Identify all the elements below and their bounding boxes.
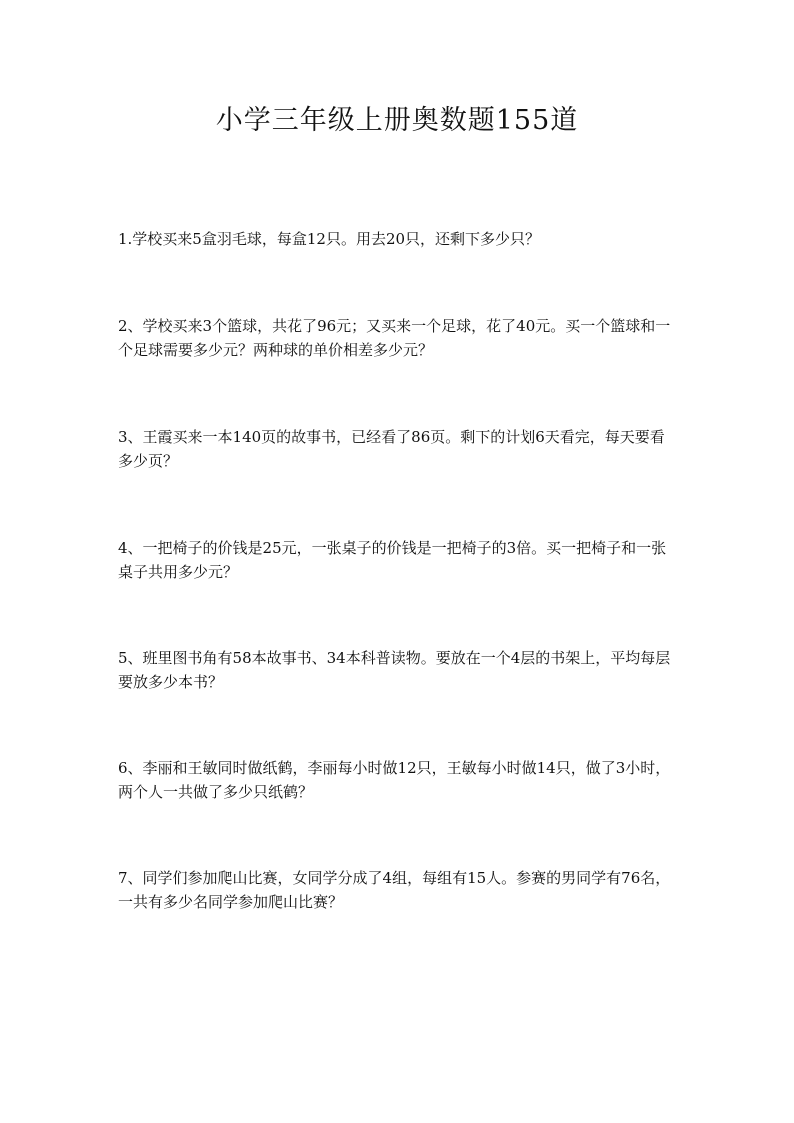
question-5: 5、班里图书角有58本故事书、34本科普读物。要放在一个4层的书架上，平均每层要放多少本书？ [118, 649, 671, 691]
question-3: 3、王霞买来一本140页的故事书，已经看了86页。剩下的计划6天看完，每天要看多少页？ [118, 428, 665, 470]
question-2: 2、学校买来3个篮球，共花了96元；又买来一个足球，花了40元。买一个篮球和一个足球需要多少元？两种球的单价相差多少元？ [118, 317, 671, 359]
question-1: 1.学校买来5盒羽毛球，每盒12只。用去20只，还剩下多少只？ [118, 230, 541, 248]
page-title: 小学三年级上册奥数题155道 [215, 105, 579, 136]
question-4: 4、一把椅子的价钱是25元，一张桌子的价钱是一把椅子的3倍。买一把椅子和一张桌子共用多少元？ [118, 539, 667, 581]
question-6: 6、李丽和王敏同时做纸鹤，李丽每小时做12只，王敏每小时做14只，做了3小时，两个人一共做了多少只纸鹤？ [118, 759, 671, 801]
question-7: 7、同学们参加爬山比赛，女同学分成了4组，每组有15人。参赛的男同学有76名，一共有多少名同学参加爬山比赛？ [118, 869, 671, 911]
